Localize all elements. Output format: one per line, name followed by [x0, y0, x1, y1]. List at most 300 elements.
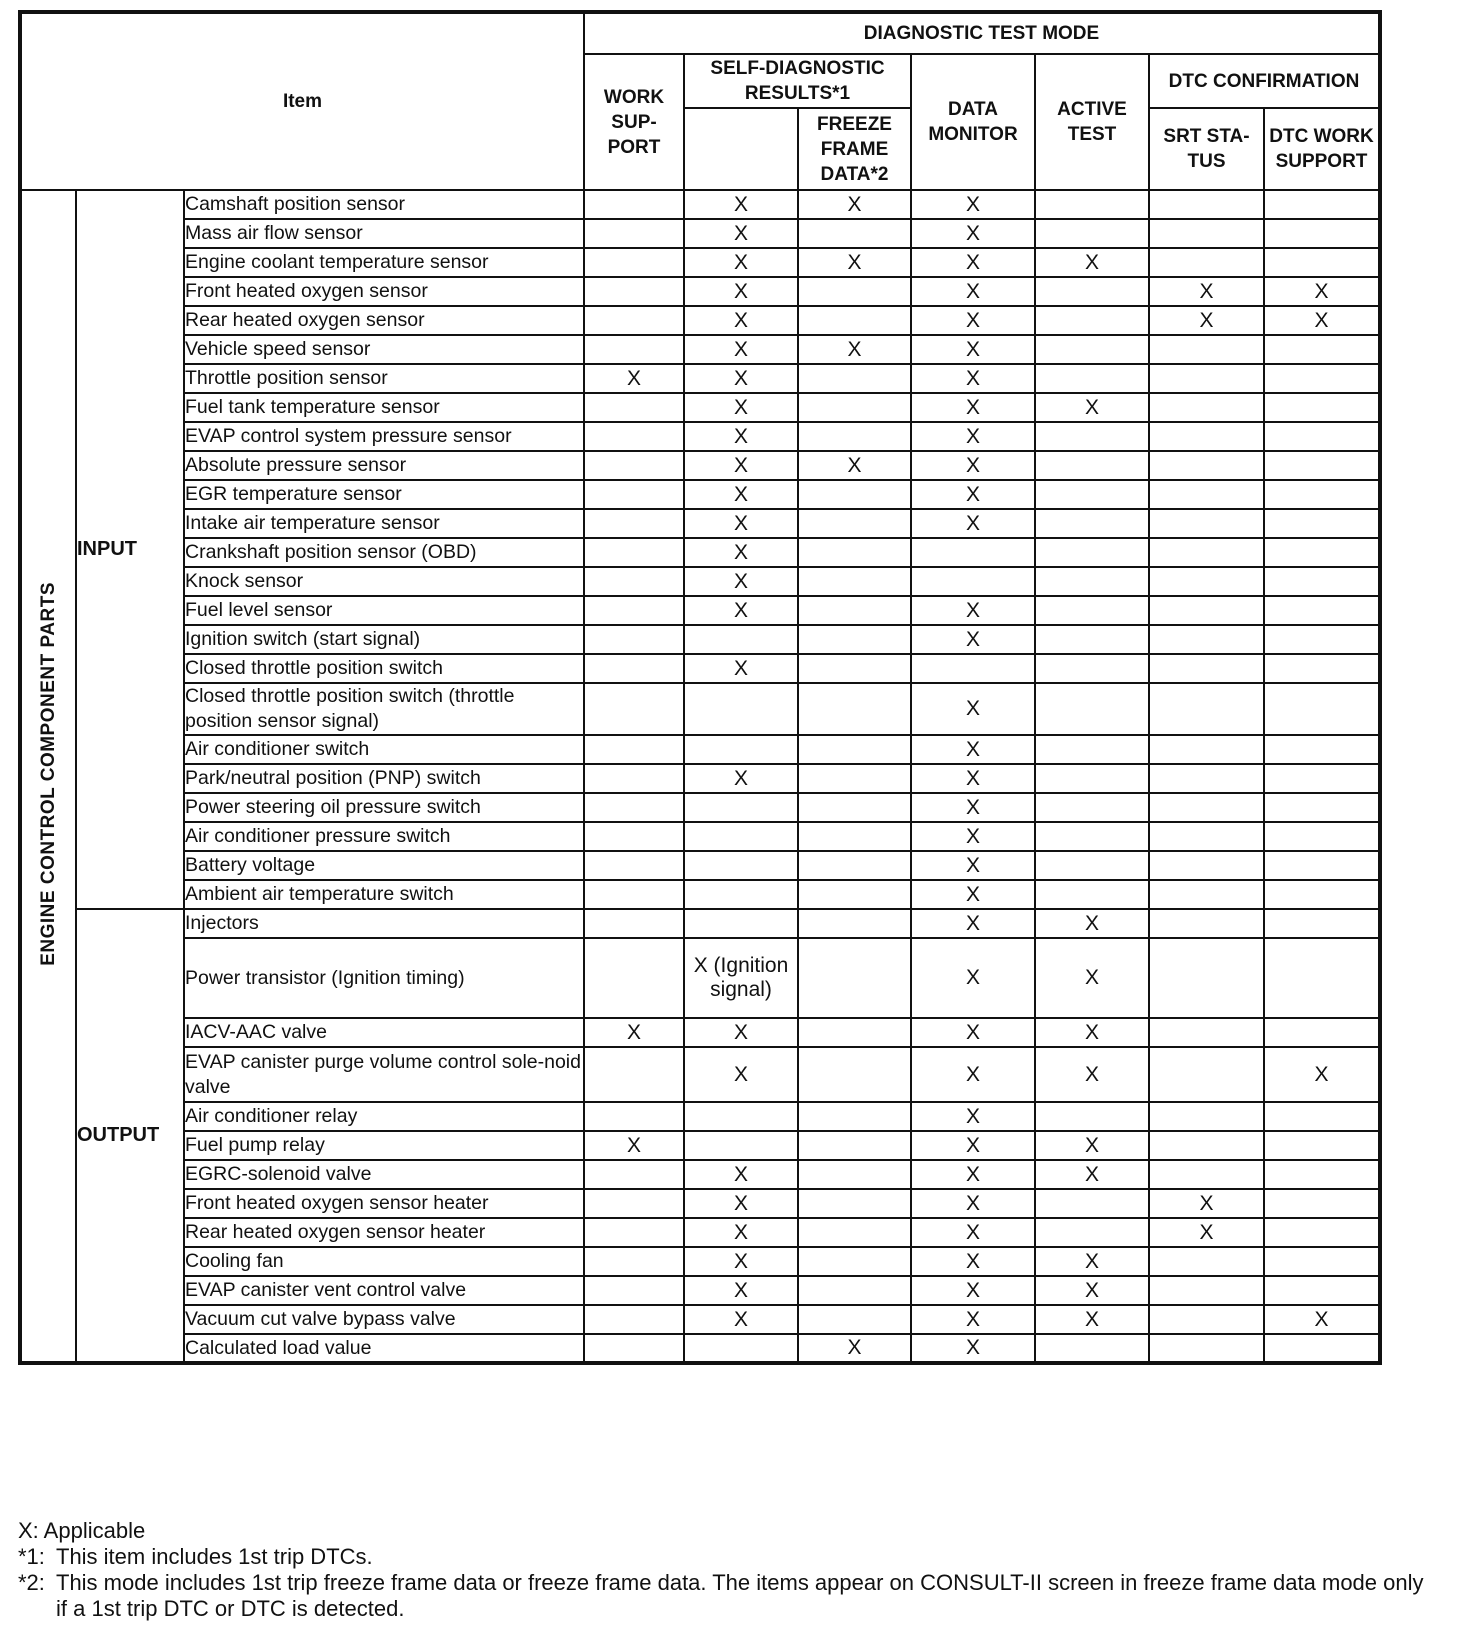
freeze-frame-cell	[798, 1218, 911, 1247]
freeze-frame-cell	[798, 393, 911, 422]
diagnostic-test-mode-table	[18, 10, 1382, 1365]
table-row	[20, 393, 1380, 422]
item-name-cell: Closed throttle position switch	[184, 654, 584, 683]
work-support-cell	[584, 764, 684, 793]
item-name-cell: Power steering oil pressure switch	[184, 793, 584, 822]
self-diagnostic-cell: X	[684, 422, 798, 451]
work-support-cell	[584, 219, 684, 248]
freeze-frame-cell	[798, 509, 911, 538]
work-support-cell	[584, 1160, 684, 1189]
item-name-cell: Ambient air temperature switch	[184, 880, 584, 909]
item-name-cell: Engine coolant temperature sensor	[184, 248, 584, 277]
srt-status-cell	[1149, 625, 1264, 654]
work-support-cell	[584, 538, 684, 567]
dtc-work-support-cell	[1264, 938, 1380, 1018]
data-monitor-cell: X	[911, 219, 1035, 248]
srt-status-cell: X	[1149, 277, 1264, 306]
data-monitor-cell: X	[911, 1218, 1035, 1247]
item-name-cell: Air conditioner relay	[184, 1102, 584, 1131]
srt-status-cell: X	[1149, 1189, 1264, 1218]
table-row	[20, 1305, 1380, 1334]
work-support-cell	[584, 851, 684, 880]
work-support-cell	[584, 793, 684, 822]
side-label	[20, 190, 76, 1363]
self-diagnostic-cell: X	[684, 190, 798, 219]
srt-status-cell	[1149, 1305, 1264, 1334]
item-name-cell: Closed throttle position switch (throttle position sensor signal)	[184, 683, 584, 735]
freeze-frame-cell	[798, 735, 911, 764]
work-support-cell: X	[584, 1131, 684, 1160]
active-test-cell: X	[1035, 1047, 1149, 1102]
freeze-frame-cell	[798, 1276, 911, 1305]
self-diagnostic-cell	[684, 1334, 798, 1363]
footnote-text: X: Applicable	[18, 1518, 146, 1543]
item-name-cell: Crankshaft position sensor (OBD)	[184, 538, 584, 567]
dtc-work-support-cell	[1264, 880, 1380, 909]
item-name-cell: Fuel pump relay	[184, 1131, 584, 1160]
srt-status-cell	[1149, 364, 1264, 393]
table-row	[20, 793, 1380, 822]
active-test-cell	[1035, 880, 1149, 909]
srt-status-cell	[1149, 1047, 1264, 1102]
self-diagnostic-cell: X	[684, 1247, 798, 1276]
data-monitor-cell	[911, 538, 1035, 567]
active-test-cell	[1035, 190, 1149, 219]
active-test-cell	[1035, 509, 1149, 538]
freeze-frame-cell	[798, 683, 911, 735]
dtc-work-support-cell	[1264, 1189, 1380, 1218]
work-support-cell	[584, 596, 684, 625]
work-support-cell	[584, 822, 684, 851]
item-name-cell: Air conditioner pressure switch	[184, 822, 584, 851]
table-row	[20, 1102, 1380, 1131]
footnote-2	[18, 1570, 1438, 1622]
footnote-text: This item includes 1st trip DTCs.	[56, 1544, 373, 1569]
table-header	[20, 12, 1380, 190]
dtc-work-support-cell	[1264, 1102, 1380, 1131]
srt-status-cell	[1149, 451, 1264, 480]
table-row	[20, 1334, 1380, 1363]
active-test-cell	[1035, 451, 1149, 480]
work-support-cell	[584, 625, 684, 654]
work-support-cell	[584, 248, 684, 277]
data-monitor-cell: X	[911, 909, 1035, 938]
table-row	[20, 880, 1380, 909]
srt-status-cell	[1149, 509, 1264, 538]
work-support-cell	[584, 1334, 684, 1363]
data-monitor-cell: X	[911, 625, 1035, 654]
work-support-cell	[584, 1247, 684, 1276]
freeze-frame-cell	[798, 793, 911, 822]
table-row	[20, 538, 1380, 567]
dtc-work-support-cell	[1264, 364, 1380, 393]
active-test-cell: X	[1035, 1131, 1149, 1160]
srt-status-cell	[1149, 248, 1264, 277]
footnotes	[18, 1518, 1438, 1622]
item-name-cell: EVAP canister purge volume control sole-noid valve	[184, 1047, 584, 1102]
active-test-cell	[1035, 219, 1149, 248]
active-test-header: ACTIVE TEST	[1035, 54, 1149, 190]
srt-status-cell	[1149, 480, 1264, 509]
item-name-cell: Fuel tank temperature sensor	[184, 393, 584, 422]
freeze-frame-cell	[798, 277, 911, 306]
freeze-frame-cell	[798, 480, 911, 509]
dtc-work-support-cell	[1264, 793, 1380, 822]
dtc-work-support-cell	[1264, 509, 1380, 538]
srt-status-cell	[1149, 596, 1264, 625]
data-monitor-cell: X	[911, 306, 1035, 335]
data-monitor-cell: X	[911, 793, 1035, 822]
dtc-work-support-cell: X	[1264, 277, 1380, 306]
work-support-header: WORK SUP-PORT	[584, 54, 684, 190]
freeze-frame-cell	[798, 1160, 911, 1189]
dtc-work-support-cell	[1264, 1247, 1380, 1276]
freeze-frame-cell	[798, 1047, 911, 1102]
work-support-cell	[584, 306, 684, 335]
item-name-cell: Vehicle speed sensor	[184, 335, 584, 364]
freeze-frame-data-header: FREEZE FRAME DATA*2	[798, 108, 911, 190]
work-support-cell	[584, 654, 684, 683]
srt-status-cell	[1149, 938, 1264, 1018]
active-test-cell	[1035, 625, 1149, 654]
table-row	[20, 1218, 1380, 1247]
dtc-confirmation-header: DTC CONFIRMATION	[1149, 54, 1380, 108]
work-support-cell	[584, 1189, 684, 1218]
table-row	[20, 938, 1380, 1018]
data-monitor-cell	[911, 654, 1035, 683]
self-diagnostic-cell: X	[684, 567, 798, 596]
freeze-frame-cell	[798, 219, 911, 248]
footnote-legend	[18, 1518, 1438, 1544]
data-monitor-cell: X	[911, 1189, 1035, 1218]
item-name-cell: Intake air temperature sensor	[184, 509, 584, 538]
work-support-cell	[584, 909, 684, 938]
self-diagnostic-cell: X	[684, 480, 798, 509]
active-test-cell	[1035, 822, 1149, 851]
item-name-cell: Park/neutral position (PNP) switch	[184, 764, 584, 793]
freeze-frame-cell	[798, 567, 911, 596]
data-monitor-cell: X	[911, 1334, 1035, 1363]
self-diagnostic-cell: X	[684, 654, 798, 683]
data-monitor-cell: X	[911, 335, 1035, 364]
active-test-cell	[1035, 1102, 1149, 1131]
dtc-work-support-cell	[1264, 190, 1380, 219]
table-row	[20, 654, 1380, 683]
table-row	[20, 1160, 1380, 1189]
work-support-cell	[584, 190, 684, 219]
freeze-frame-cell	[798, 880, 911, 909]
work-support-cell: X	[584, 1018, 684, 1047]
dtc-work-support-cell	[1264, 219, 1380, 248]
self-diagnostic-cell: X	[684, 248, 798, 277]
active-test-cell: X	[1035, 1276, 1149, 1305]
self-diagnostic-cell: X	[684, 1189, 798, 1218]
item-name-cell: Injectors	[184, 909, 584, 938]
diagnostic-mode-sheet	[18, 10, 1382, 1365]
active-test-cell	[1035, 654, 1149, 683]
item-name-cell: Battery voltage	[184, 851, 584, 880]
freeze-frame-cell	[798, 422, 911, 451]
active-test-cell: X	[1035, 1160, 1149, 1189]
data-monitor-cell: X	[911, 248, 1035, 277]
srt-status-cell	[1149, 1160, 1264, 1189]
srt-status-cell	[1149, 851, 1264, 880]
data-monitor-cell: X	[911, 1131, 1035, 1160]
item-name-cell: Throttle position sensor	[184, 364, 584, 393]
work-support-cell	[584, 509, 684, 538]
active-test-cell: X	[1035, 1247, 1149, 1276]
footnote-mark: *1:	[18, 1544, 45, 1569]
item-name-cell: Calculated load value	[184, 1334, 584, 1363]
srt-status-cell	[1149, 567, 1264, 596]
diagnostic-test-mode-header: DIAGNOSTIC TEST MODE	[584, 12, 1380, 54]
freeze-frame-cell: X	[798, 451, 911, 480]
freeze-frame-cell	[798, 1305, 911, 1334]
data-monitor-cell: X	[911, 851, 1035, 880]
srt-status-cell	[1149, 880, 1264, 909]
work-support-cell	[584, 735, 684, 764]
dtc-work-support-cell	[1264, 735, 1380, 764]
data-monitor-cell: X	[911, 1018, 1035, 1047]
srt-status-cell	[1149, 683, 1264, 735]
freeze-frame-cell	[798, 909, 911, 938]
work-support-cell	[584, 277, 684, 306]
active-test-cell	[1035, 1218, 1149, 1247]
data-monitor-cell: X	[911, 277, 1035, 306]
table-row	[20, 364, 1380, 393]
table-row	[20, 509, 1380, 538]
table-row	[20, 306, 1380, 335]
self-diagnostic-cell: X	[684, 219, 798, 248]
active-test-cell	[1035, 422, 1149, 451]
item-name-cell: Power transistor (Ignition timing)	[184, 938, 584, 1018]
dtc-work-support-cell	[1264, 538, 1380, 567]
freeze-frame-cell	[798, 851, 911, 880]
work-support-cell	[584, 1102, 684, 1131]
footnote-text: This mode includes 1st trip freeze frame data or freeze frame data. The items appear on CONSULT-II screen in freeze frame data mode only if a 1st trip DTC or DTC is detected.	[56, 1570, 1424, 1621]
self-diagnostic-cell	[684, 793, 798, 822]
active-test-cell	[1035, 364, 1149, 393]
footnote-1	[18, 1544, 1438, 1570]
srt-status-cell	[1149, 822, 1264, 851]
freeze-frame-cell	[798, 938, 911, 1018]
active-test-cell	[1035, 306, 1149, 335]
active-test-cell: X	[1035, 1018, 1149, 1047]
data-monitor-cell: X	[911, 422, 1035, 451]
work-support-cell	[584, 683, 684, 735]
active-test-cell	[1035, 683, 1149, 735]
dtc-work-support-cell: X	[1264, 1305, 1380, 1334]
data-monitor-cell: X	[911, 735, 1035, 764]
dtc-work-support-cell	[1264, 822, 1380, 851]
table-row	[20, 1018, 1380, 1047]
side-label-text: ENGINE CONTROL COMPONENT PARTS	[37, 581, 59, 966]
dtc-work-support-cell	[1264, 1131, 1380, 1160]
item-name-cell: EVAP canister vent control valve	[184, 1276, 584, 1305]
table-row	[20, 764, 1380, 793]
data-monitor-cell: X	[911, 509, 1035, 538]
dtc-work-support-cell	[1264, 625, 1380, 654]
group-label: INPUT	[76, 190, 184, 909]
freeze-frame-cell	[798, 822, 911, 851]
data-monitor-cell: X	[911, 364, 1035, 393]
self-diagnostic-cell: X	[684, 764, 798, 793]
active-test-cell	[1035, 538, 1149, 567]
dtc-work-support-cell	[1264, 1160, 1380, 1189]
self-diagnostic-cell: X	[684, 451, 798, 480]
item-name-cell: Air conditioner switch	[184, 735, 584, 764]
freeze-frame-cell	[798, 1189, 911, 1218]
self-diagnostic-cell	[684, 683, 798, 735]
srt-status-cell	[1149, 538, 1264, 567]
item-column-header: Item	[20, 12, 584, 190]
table-row	[20, 1047, 1380, 1102]
group-label: OUTPUT	[76, 909, 184, 1363]
freeze-frame-cell	[798, 625, 911, 654]
self-diagnostic-cell: X	[684, 538, 798, 567]
item-name-cell: Mass air flow sensor	[184, 219, 584, 248]
srt-status-cell	[1149, 393, 1264, 422]
active-test-cell	[1035, 567, 1149, 596]
self-diagnostic-cell: X	[684, 335, 798, 364]
self-diagnostic-cell	[684, 909, 798, 938]
work-support-cell	[584, 880, 684, 909]
active-test-cell: X	[1035, 909, 1149, 938]
freeze-frame-cell: X	[798, 335, 911, 364]
table-row	[20, 335, 1380, 364]
active-test-cell	[1035, 764, 1149, 793]
work-support-cell	[584, 393, 684, 422]
data-monitor-cell: X	[911, 480, 1035, 509]
freeze-frame-cell	[798, 596, 911, 625]
active-test-cell	[1035, 277, 1149, 306]
item-name-cell: Ignition switch (start signal)	[184, 625, 584, 654]
srt-status-cell	[1149, 735, 1264, 764]
active-test-cell	[1035, 735, 1149, 764]
dtc-work-support-cell: X	[1264, 306, 1380, 335]
active-test-cell	[1035, 1334, 1149, 1363]
dtc-work-support-cell	[1264, 1276, 1380, 1305]
srt-status-cell	[1149, 1102, 1264, 1131]
work-support-cell	[584, 335, 684, 364]
dtc-work-support-cell	[1264, 1334, 1380, 1363]
footnote-mark: *2:	[18, 1570, 45, 1595]
item-name-cell: Cooling fan	[184, 1247, 584, 1276]
active-test-cell: X	[1035, 938, 1149, 1018]
srt-status-cell	[1149, 764, 1264, 793]
work-support-cell	[584, 567, 684, 596]
table-row	[20, 248, 1380, 277]
dtc-work-support-header: DTC WORK SUPPORT	[1264, 108, 1380, 190]
active-test-cell	[1035, 480, 1149, 509]
dtc-work-support-cell	[1264, 567, 1380, 596]
dtc-work-support-cell	[1264, 480, 1380, 509]
table-row	[20, 451, 1380, 480]
freeze-frame-cell	[798, 538, 911, 567]
work-support-cell	[584, 1218, 684, 1247]
data-monitor-cell: X	[911, 1160, 1035, 1189]
table-row	[20, 596, 1380, 625]
freeze-frame-cell	[798, 1102, 911, 1131]
data-monitor-cell: X	[911, 764, 1035, 793]
table-row	[20, 909, 1380, 938]
self-diagnostic-cell	[684, 880, 798, 909]
item-name-cell: Front heated oxygen sensor	[184, 277, 584, 306]
dtc-work-support-cell	[1264, 909, 1380, 938]
dtc-work-support-cell	[1264, 683, 1380, 735]
item-name-cell: Knock sensor	[184, 567, 584, 596]
self-diagnostic-cell	[684, 851, 798, 880]
data-monitor-header: DATA MONITOR	[911, 54, 1035, 190]
data-monitor-cell: X	[911, 1247, 1035, 1276]
srt-status-cell	[1149, 1334, 1264, 1363]
table-row	[20, 277, 1380, 306]
self-diagnostic-cell: X	[684, 393, 798, 422]
table-row	[20, 625, 1380, 654]
dtc-work-support-cell: X	[1264, 1047, 1380, 1102]
table-row	[20, 1131, 1380, 1160]
dtc-work-support-cell	[1264, 764, 1380, 793]
work-support-cell	[584, 1047, 684, 1102]
active-test-cell	[1035, 851, 1149, 880]
self-diagnostic-cell	[684, 625, 798, 654]
item-name-cell: Camshaft position sensor	[184, 190, 584, 219]
item-name-cell: Rear heated oxygen sensor heater	[184, 1218, 584, 1247]
dtc-work-support-cell	[1264, 1218, 1380, 1247]
item-name-cell: EGR temperature sensor	[184, 480, 584, 509]
self-diagnostic-cell: X	[684, 364, 798, 393]
freeze-frame-cell: X	[798, 248, 911, 277]
dtc-work-support-cell	[1264, 422, 1380, 451]
data-monitor-cell: X	[911, 1047, 1035, 1102]
table-row	[20, 822, 1380, 851]
self-diagnostic-cell: X	[684, 1218, 798, 1247]
item-name-cell: Front heated oxygen sensor heater	[184, 1189, 584, 1218]
active-test-cell: X	[1035, 1305, 1149, 1334]
table-row	[20, 1189, 1380, 1218]
data-monitor-cell: X	[911, 880, 1035, 909]
item-name-cell: Fuel level sensor	[184, 596, 584, 625]
self-diagnostic-cell	[684, 1131, 798, 1160]
srt-status-cell	[1149, 1247, 1264, 1276]
work-support-cell	[584, 422, 684, 451]
self-diagnostic-cell: X	[684, 306, 798, 335]
dtc-work-support-cell	[1264, 451, 1380, 480]
dtc-work-support-cell	[1264, 393, 1380, 422]
table-row	[20, 1247, 1380, 1276]
item-name-cell: EVAP control system pressure sensor	[184, 422, 584, 451]
freeze-frame-cell	[798, 306, 911, 335]
work-support-cell: X	[584, 364, 684, 393]
dtc-work-support-cell	[1264, 248, 1380, 277]
srt-status-cell	[1149, 909, 1264, 938]
data-monitor-cell: X	[911, 1102, 1035, 1131]
self-diagnostic-cell	[684, 822, 798, 851]
table-body	[20, 190, 1380, 1363]
self-diagnostic-cell: X (Ignition signal)	[684, 938, 798, 1018]
active-test-cell: X	[1035, 248, 1149, 277]
active-test-cell	[1035, 793, 1149, 822]
active-test-cell	[1035, 596, 1149, 625]
srt-status-cell	[1149, 190, 1264, 219]
self-diagnostic-cell	[684, 735, 798, 764]
freeze-frame-cell	[798, 1018, 911, 1047]
work-support-cell	[584, 1276, 684, 1305]
data-monitor-cell: X	[911, 938, 1035, 1018]
dtc-work-support-cell	[1264, 851, 1380, 880]
srt-status-cell	[1149, 1276, 1264, 1305]
srt-status-cell	[1149, 793, 1264, 822]
